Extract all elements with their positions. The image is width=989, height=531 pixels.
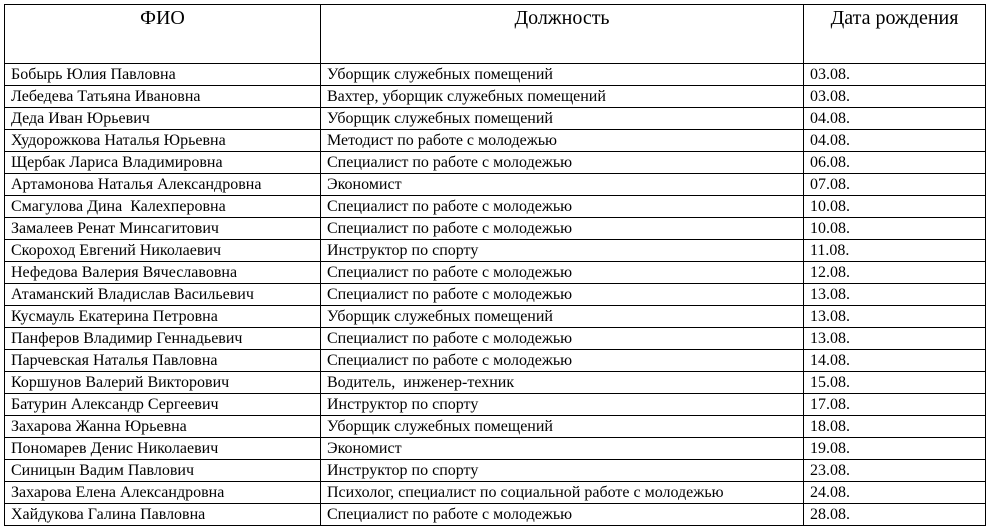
cell-name: Нефедова Валерия Вячеславовна	[5, 262, 321, 284]
cell-birth-date: 07.08.	[804, 174, 986, 196]
cell-position: Специалист по работе с молодежью	[321, 350, 804, 372]
cell-birth-date: 10.08.	[804, 218, 986, 240]
table-header-row	[5, 5, 986, 64]
cell-name: Атаманский Владислав Васильевич	[5, 284, 321, 306]
cell-birth-date: 06.08.	[804, 152, 986, 174]
cell-position: Экономист	[321, 174, 804, 196]
cell-birth-date: 17.08.	[804, 394, 986, 416]
cell-name: Коршунов Валерий Викторович	[5, 372, 321, 394]
cell-name: Артамонова Наталья Александровна	[5, 174, 321, 196]
cell-position: Уборщик служебных помещений	[321, 416, 804, 438]
table-row	[5, 130, 986, 152]
table-row	[5, 262, 986, 284]
cell-position: Экономист	[321, 438, 804, 460]
table-row	[5, 416, 986, 438]
table-row	[5, 394, 986, 416]
cell-name: Худорожкова Наталья Юрьевна	[5, 130, 321, 152]
table-row	[5, 438, 986, 460]
cell-name: Скороход Евгений Николаевич	[5, 240, 321, 262]
table-row	[5, 460, 986, 482]
cell-position: Уборщик служебных помещений	[321, 108, 804, 130]
cell-position: Специалист по работе с молодежью	[321, 152, 804, 174]
header-name: ФИО	[5, 5, 321, 64]
table-row	[5, 174, 986, 196]
cell-birth-date: 18.08.	[804, 416, 986, 438]
table-row	[5, 504, 986, 526]
table-row	[5, 372, 986, 394]
table-row	[5, 196, 986, 218]
cell-birth-date: 13.08.	[804, 328, 986, 350]
table-row	[5, 350, 986, 372]
cell-name: Деда Иван Юрьевич	[5, 108, 321, 130]
cell-name: Хайдукова Галина Павловна	[5, 504, 321, 526]
cell-birth-date: 12.08.	[804, 262, 986, 284]
cell-birth-date: 19.08.	[804, 438, 986, 460]
cell-name: Смагулова Дина Калехперовна	[5, 196, 321, 218]
table-row	[5, 482, 986, 504]
table-row	[5, 328, 986, 350]
cell-position: Методист по работе с молодежью	[321, 130, 804, 152]
cell-name: Захарова Елена Александровна	[5, 482, 321, 504]
cell-birth-date: 03.08.	[804, 86, 986, 108]
table-row	[5, 86, 986, 108]
table-row	[5, 306, 986, 328]
cell-name: Захарова Жанна Юрьевна	[5, 416, 321, 438]
cell-position: Специалист по работе с молодежью	[321, 218, 804, 240]
cell-birth-date: 13.08.	[804, 284, 986, 306]
cell-name: Парчевская Наталья Павловна	[5, 350, 321, 372]
cell-position: Вахтер, уборщик служебных помещений	[321, 86, 804, 108]
cell-birth-date: 28.08.	[804, 504, 986, 526]
cell-position: Специалист по работе с молодежью	[321, 504, 804, 526]
cell-position: Уборщик служебных помещений	[321, 64, 804, 86]
cell-birth-date: 24.08.	[804, 482, 986, 504]
cell-birth-date: 23.08.	[804, 460, 986, 482]
cell-birth-date: 10.08.	[804, 196, 986, 218]
header-birth-date: Дата рождения	[804, 5, 986, 64]
birthday-table-sheet	[4, 4, 985, 526]
cell-position: Водитель, инженер-техник	[321, 372, 804, 394]
cell-birth-date: 11.08.	[804, 240, 986, 262]
table-row	[5, 284, 986, 306]
cell-birth-date: 03.08.	[804, 64, 986, 86]
cell-name: Щербак Лариса Владимировна	[5, 152, 321, 174]
cell-birth-date: 04.08.	[804, 130, 986, 152]
table-row	[5, 64, 986, 86]
cell-position: Специалист по работе с молодежью	[321, 262, 804, 284]
table-row	[5, 240, 986, 262]
cell-birth-date: 04.08.	[804, 108, 986, 130]
cell-position: Специалист по работе с молодежью	[321, 284, 804, 306]
cell-name: Замалеев Ренат Минсагитович	[5, 218, 321, 240]
cell-position: Уборщик служебных помещений	[321, 306, 804, 328]
cell-position: Психолог, специалист по социальной работе с молодежью	[321, 482, 804, 504]
cell-position: Инструктор по спорту	[321, 460, 804, 482]
table-row	[5, 218, 986, 240]
cell-name: Пономарев Денис Николаевич	[5, 438, 321, 460]
cell-name: Бобырь Юлия Павловна	[5, 64, 321, 86]
cell-name: Панферов Владимир Геннадьевич	[5, 328, 321, 350]
cell-name: Кусмауль Екатерина Петровна	[5, 306, 321, 328]
cell-position: Инструктор по спорту	[321, 240, 804, 262]
table-row	[5, 108, 986, 130]
cell-name: Батурин Александр Сергеевич	[5, 394, 321, 416]
cell-birth-date: 15.08.	[804, 372, 986, 394]
cell-position: Специалист по работе с молодежью	[321, 196, 804, 218]
cell-position: Специалист по работе с молодежью	[321, 328, 804, 350]
cell-name: Синицын Вадим Павлович	[5, 460, 321, 482]
cell-name: Лебедева Татьяна Ивановна	[5, 86, 321, 108]
header-position: Должность	[321, 5, 804, 64]
cell-birth-date: 13.08.	[804, 306, 986, 328]
cell-position: Инструктор по спорту	[321, 394, 804, 416]
cell-birth-date: 14.08.	[804, 350, 986, 372]
birthday-table	[4, 4, 986, 526]
table-row	[5, 152, 986, 174]
